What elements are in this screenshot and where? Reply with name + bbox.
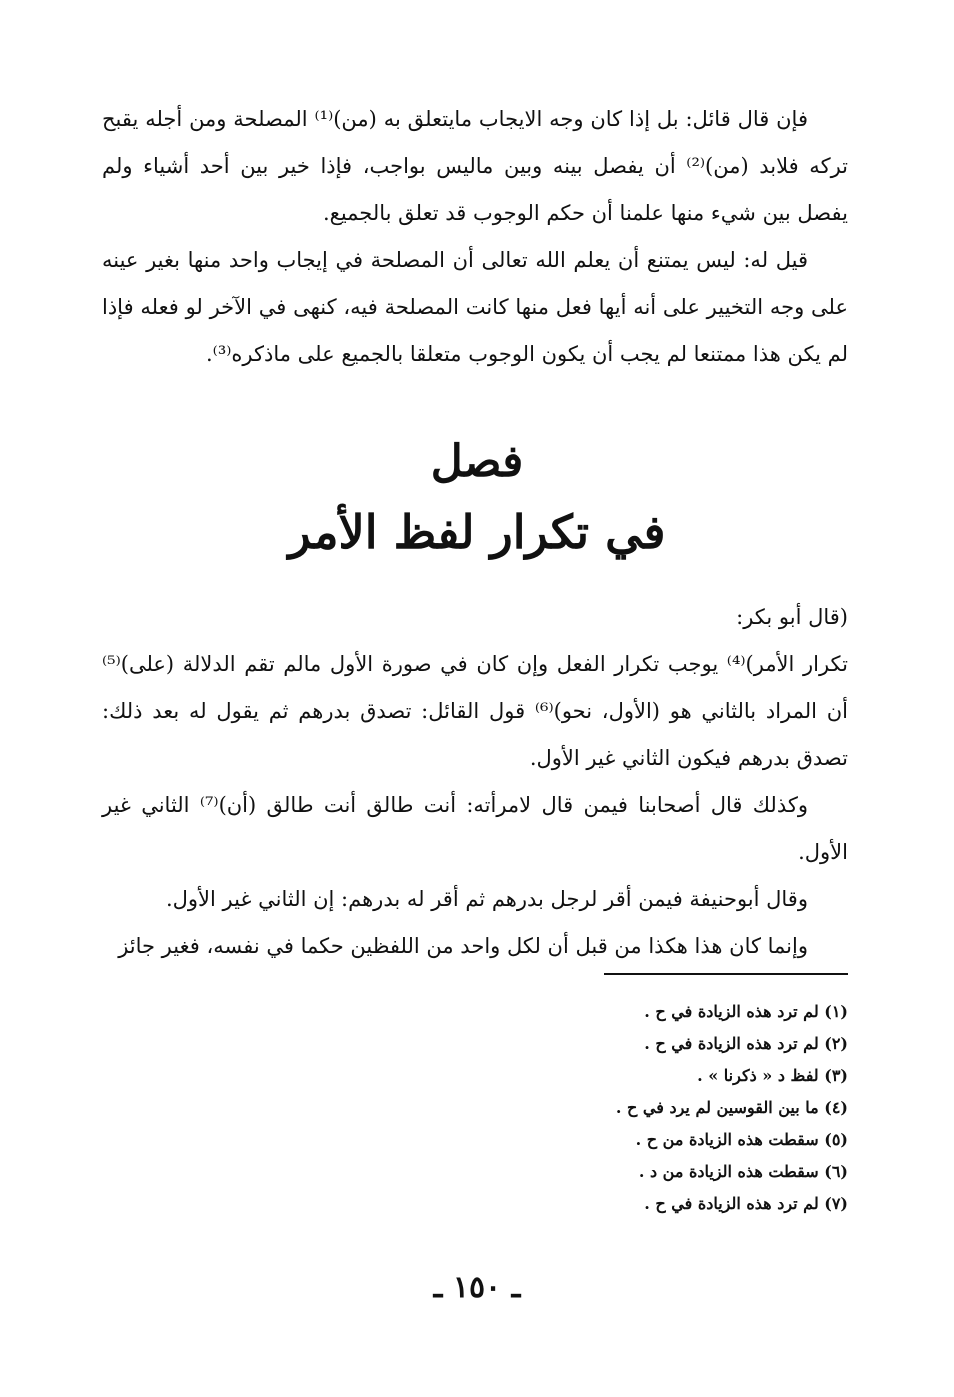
section-subheading: في تكرار لفظ الأمر [288, 505, 666, 559]
footnote-4: (٤) ما بين القوسين لم يرد في ح . [615, 1098, 848, 1117]
paragraph-reply: قيل له: ليس يمتنع أن يعلم الله تعالى أن المصلحة في إيجاب واحد منها بغير عينه على وجه التخيير على أنه أيها فعل منها كانت المصلحة فيه، كنهى في الآخر لو فعله فإذا لم يكن هذا ممتنعا لم يجب أن يكون الوجوب متعلقا بالجميع على ماذكره⁽³⁾. [102, 248, 848, 366]
section-heading: فصل [430, 436, 524, 487]
footnote-6: (٦) سقطت هذه الزيادة من د . [638, 1162, 848, 1181]
paragraph-abu-bakr: (قال أبو بكر: [736, 605, 848, 629]
footnote-2: (٢) لم ترد هذه الزيادة في ح . [644, 1034, 848, 1053]
footnote-divider [604, 973, 848, 975]
top-text-block [102, 96, 848, 378]
paragraph-abu-hanifa: وقال أبوحنيفة فيمن أقر لرجل بدرهم ثم أقر له بدرهم: إن الثاني غير الأول. [165, 887, 808, 911]
page-number: ـ ١٥٠ ـ [433, 1270, 521, 1305]
paragraph-objection: فإن قال قائل: بل إذا كان وجه الايجاب مايتعلق به (من)⁽¹⁾ المصلحة ومن أجله يقبح تركه فلابد (من)⁽²⁾ أن يفصل بينه وبين ماليس بواجب، فإذا خير بين أحد أشياء ولم يفصل بين شيء منها علمنا أن حكم الوجوب قد تعلق بالجميع. [102, 107, 848, 225]
paragraph-companions: وكذلك قال أصحابنا فيمن قال لامرأته: أنت طالق أنت طالق (أن)⁽⁷⁾ الثاني غير الأول. [102, 793, 848, 864]
footnote-5: (٥) سقطت هذه الزيادة من ح . [635, 1130, 848, 1149]
footnote-1: (١) لم ترد هذه الزيادة في ح . [644, 1002, 848, 1021]
footnote-7: (٧) لم ترد هذه الزيادة في ح . [644, 1194, 848, 1213]
footnotes-list [448, 996, 848, 1220]
paragraph-reason: وإنما كان هذا هكذا من قبل أن لكل واحد من اللفظين حكما في نفسه، فغير جائز [118, 934, 808, 958]
bottom-text-block [102, 594, 848, 970]
footnote-3: (٣) لفظ د « ذكرنا » . [697, 1066, 848, 1085]
paragraph-repetition: تكرار الأمر)⁽⁴⁾ يوجب تكرار الفعل وإن كان في صورة الأول مالم تقم الدلالة (على)⁽⁵⁾ أن المراد بالثاني هو (الأول، نحو)⁽⁶⁾ قول القائل: تصدق بدرهم ثم يقول له بعد ذلك: تصدق بدرهم فيكون الثاني غير الأول. [102, 652, 848, 770]
